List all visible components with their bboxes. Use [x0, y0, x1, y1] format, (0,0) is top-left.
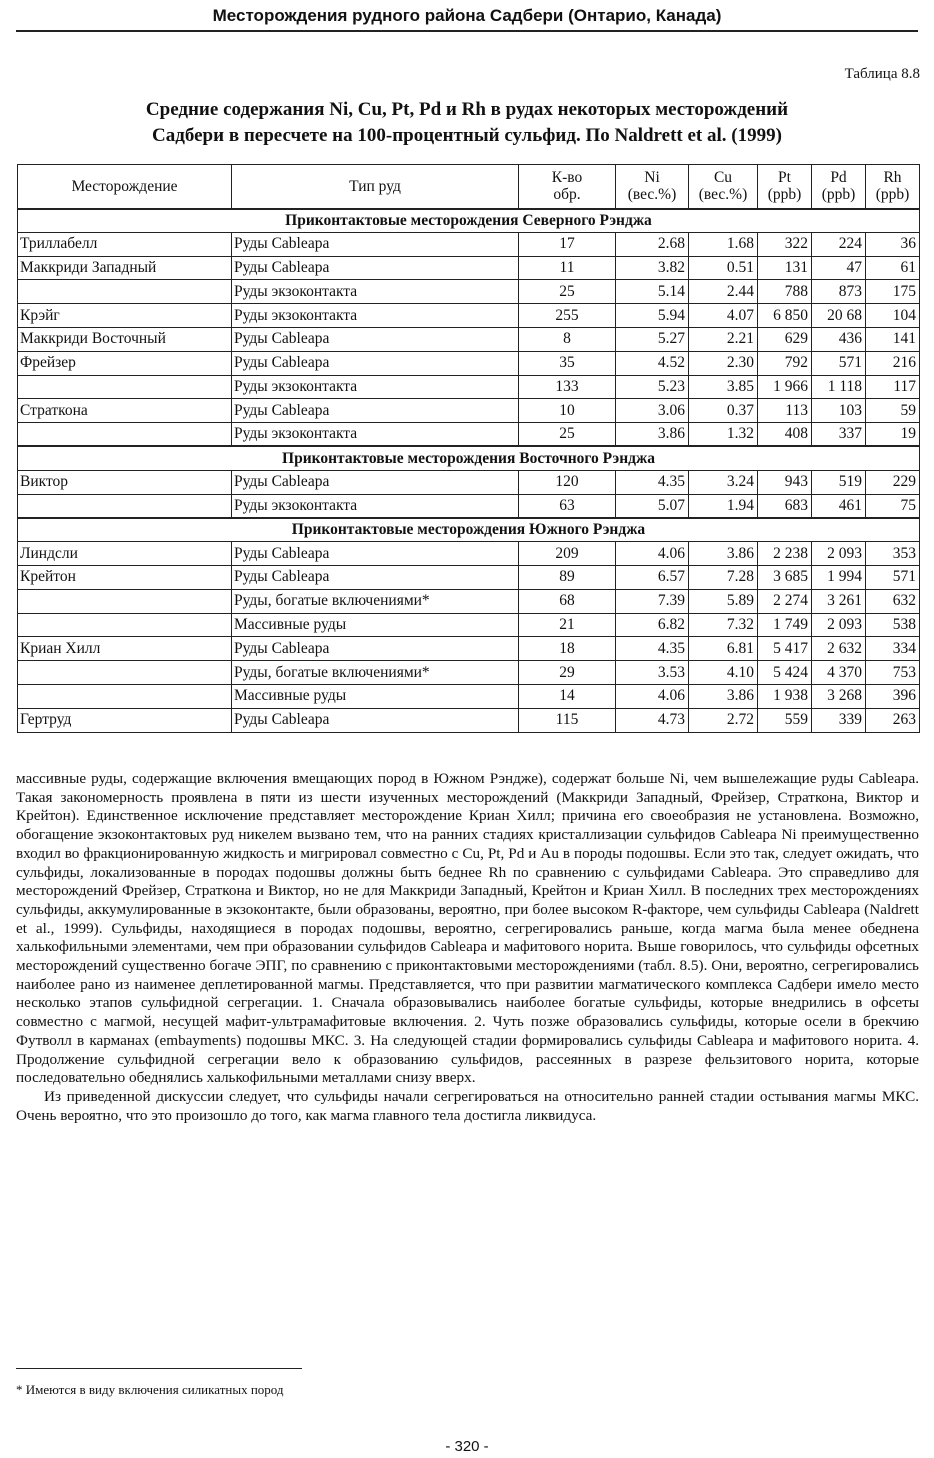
cell-count: 25: [519, 423, 616, 447]
table-row: [18, 708, 920, 732]
cell-deposit: Маккриди Западный: [18, 256, 232, 280]
cell-pd: 571: [812, 351, 866, 375]
cell-ore-type: Массивные руды: [232, 684, 519, 708]
cell-pd: 3 261: [812, 589, 866, 613]
body-paragraph: массивные руды, содержащие включения вмещающих пород в Южном Рэндже), содержат больше Ni, чем вышележащие руды Сablеара. Такая закономерность проявлена в пяти из шести изученных месторождений (Маккриди Западный, Фрейзер, Страткона, Виктор и Крейтон). Единственное исключение представляет месторождение Криан Хилл; причина его своеобразия не установлена. Возможно, обогащение экзоконтактовых руд никелем вызвано тем, что на ранних стадиях кристаллизации сульфидов Сablеара Ni преимущественно входил во фракционированную жидкость и мигрировал совместно с Cu, Pt, Pd и Au в породы подошвы. Если это так, следует ожидать, что сульфиды, локализованные в породах подошвы должны быть беднее Rh по сравнению с сульфидами Сablеара. Это справедливо для месторождений Фрейзер, Страткона и Виктор, но не для Маккриди Западный, Крейтон и Криан Хилл. В последних трех месторождениях сульфиды, аккумулированные в экзоконтакте, были образованы, вероятно, при более высоком R-факторе, чем сульфиды Сablеара (Naldrett et al., 1999). Сульфиды, находящиеся в породах подошвы, вероятно, сегрегировались раньше, когда магма была менее обеднена халькофильными элементами, чем при образовании сульфидов Сablеара и мафитового норита. Выше говорилось, что сульфиды офсетных месторождений существенно богаче ЭПГ, по сравнению с приконтактовыми месторождениями (табл. 8.5). Они, вероятно, сегрегировались наиболее рано из наименее деплетированной магмы. Представляется, что при развитии магматического комплекса Садбери имело место несколько этапов сульфидной сегрегации. 1. Сначала образовывались наиболее богатые сульфиды, которые внедрились в офсеты совместно с магмой, несущей мафит-ультрамафитовые включения. 2. Чуть позже образовались сульфиды, которые осели в брекчию Футволл в карманах (embayments) подошвы МКС. 3. На следующей стадии формировались сульфиды Сablеара и мафитового норита. 4. Продолжение сульфидной сегрегации вело к образованию сульфидов, рассеянных в разрезе фельзитового норита, которые последовательно обеднялись халькофильными металлами снизу вверх.: [16, 770, 919, 1087]
cell-pt: 1 966: [758, 375, 812, 399]
cell-cu: 5.89: [689, 589, 758, 613]
cell-deposit: Крейтон: [18, 565, 232, 589]
cell-pt: 2 238: [758, 542, 812, 566]
cell-ni: 3.82: [616, 256, 689, 280]
cell-rh: 263: [866, 708, 920, 732]
table-row: [18, 637, 920, 661]
cell-rh: 19: [866, 423, 920, 447]
table-row: [18, 565, 920, 589]
cell-ore-type: Руды Сablеара: [232, 351, 519, 375]
cell-ni: 5.14: [616, 280, 689, 304]
cell-cu: 2.30: [689, 351, 758, 375]
table-row: [18, 327, 920, 351]
cell-count: 21: [519, 613, 616, 637]
cell-cu: 1.32: [689, 423, 758, 447]
cell-pd: 1 994: [812, 565, 866, 589]
cell-deposit: Триллабелл: [18, 232, 232, 256]
cell-pt: 943: [758, 470, 812, 494]
cell-rh: 104: [866, 304, 920, 328]
section-title: Приконтактовые месторождения Восточного Рэнджа: [18, 446, 920, 470]
cell-deposit: [18, 280, 232, 304]
cell-cu: 0.51: [689, 256, 758, 280]
cell-pt: 408: [758, 423, 812, 447]
cell-ore-type: Руды Сablеара: [232, 708, 519, 732]
table-row: [18, 542, 920, 566]
cell-count: 11: [519, 256, 616, 280]
cell-ore-type: Руды экзоконтакта: [232, 375, 519, 399]
table-row: [18, 351, 920, 375]
header-pd: Pd (ppb): [812, 165, 866, 209]
cell-pd: 337: [812, 423, 866, 447]
cell-rh: 36: [866, 232, 920, 256]
cell-ni: 4.73: [616, 708, 689, 732]
cell-deposit: Фрейзер: [18, 351, 232, 375]
cell-ore-type: Руды Сablеара: [232, 327, 519, 351]
cell-ni: 7.39: [616, 589, 689, 613]
cell-rh: 396: [866, 684, 920, 708]
table-row: [18, 470, 920, 494]
cell-count: 68: [519, 589, 616, 613]
cell-pt: 5 424: [758, 661, 812, 685]
cell-count: 17: [519, 232, 616, 256]
cell-ore-type: Руды Сablеара: [232, 232, 519, 256]
cell-count: 255: [519, 304, 616, 328]
running-head: Месторождения рудного района Садбери (Онтарио, Канада): [16, 6, 918, 32]
page-number: - 320 -: [445, 1438, 489, 1455]
cell-pt: 1 749: [758, 613, 812, 637]
cell-rh: 216: [866, 351, 920, 375]
cell-pd: 339: [812, 708, 866, 732]
cell-count: 89: [519, 565, 616, 589]
cell-cu: 0.37: [689, 399, 758, 423]
cell-rh: 141: [866, 327, 920, 351]
cell-rh: 571: [866, 565, 920, 589]
cell-cu: 2.44: [689, 280, 758, 304]
cell-ore-type: Руды Сablеара: [232, 565, 519, 589]
cell-ore-type: Руды экзоконтакта: [232, 280, 519, 304]
cell-ni: 2.68: [616, 232, 689, 256]
cell-cu: 3.24: [689, 470, 758, 494]
cell-pt: 1 938: [758, 684, 812, 708]
cell-count: 133: [519, 375, 616, 399]
cell-rh: 538: [866, 613, 920, 637]
cell-deposit: [18, 684, 232, 708]
cell-deposit: [18, 589, 232, 613]
cell-deposit: Гертруд: [18, 708, 232, 732]
cell-pt: 6 850: [758, 304, 812, 328]
cell-pd: 4 370: [812, 661, 866, 685]
header-pt: Pt (ppb): [758, 165, 812, 209]
cell-pd: 103: [812, 399, 866, 423]
cell-count: 25: [519, 280, 616, 304]
cell-deposit: Виктор: [18, 470, 232, 494]
cell-pd: 2 093: [812, 613, 866, 637]
cell-pd: 47: [812, 256, 866, 280]
cell-count: 35: [519, 351, 616, 375]
cell-pt: 322: [758, 232, 812, 256]
cell-ni: 5.94: [616, 304, 689, 328]
table-section-row: [18, 209, 920, 233]
cell-count: 115: [519, 708, 616, 732]
cell-pd: 873: [812, 280, 866, 304]
table-row: [18, 423, 920, 447]
cell-pd: 461: [812, 494, 866, 518]
cell-ore-type: Руды Сablеара: [232, 542, 519, 566]
table-row: [18, 304, 920, 328]
cell-count: 29: [519, 661, 616, 685]
section-title: Приконтактовые месторождения Северного Рэнджа: [18, 209, 920, 233]
cell-cu: 2.72: [689, 708, 758, 732]
cell-deposit: [18, 661, 232, 685]
table-title-line: Садбери в пересчете на 100-процентный сульфид. По Naldrett et al. (1999): [152, 125, 782, 146]
header-rh: Rh (ppb): [866, 165, 920, 209]
cell-ore-type: Массивные руды: [232, 613, 519, 637]
cell-ni: 3.06: [616, 399, 689, 423]
header-ni: Ni (вес.%): [616, 165, 689, 209]
cell-ni: 4.06: [616, 684, 689, 708]
cell-cu: 2.21: [689, 327, 758, 351]
footnote-rule: [16, 1368, 302, 1369]
cell-pt: 788: [758, 280, 812, 304]
section-title: Приконтактовые месторождения Южного Рэнджа: [18, 518, 920, 542]
header-count: К-во обр.: [519, 165, 616, 209]
table-section-row: [18, 518, 920, 542]
footnote: * Имеются в виду включения силикатных пород: [16, 1382, 284, 1397]
table-row: [18, 589, 920, 613]
cell-pt: 792: [758, 351, 812, 375]
cell-cu: 1.94: [689, 494, 758, 518]
table-row: [18, 232, 920, 256]
cell-cu: 3.86: [689, 684, 758, 708]
cell-rh: 175: [866, 280, 920, 304]
cell-count: 209: [519, 542, 616, 566]
header-deposit: Месторождение: [18, 165, 232, 209]
cell-pd: 519: [812, 470, 866, 494]
table-row: [18, 661, 920, 685]
cell-count: 63: [519, 494, 616, 518]
cell-rh: 61: [866, 256, 920, 280]
cell-ni: 4.35: [616, 637, 689, 661]
header-cu: Cu (вес.%): [689, 165, 758, 209]
table-row: [18, 684, 920, 708]
cell-ni: 6.57: [616, 565, 689, 589]
cell-pd: 20 68: [812, 304, 866, 328]
cell-rh: 753: [866, 661, 920, 685]
cell-ni: 5.23: [616, 375, 689, 399]
cell-ni: 5.27: [616, 327, 689, 351]
cell-deposit: [18, 375, 232, 399]
cell-ore-type: Руды, богатые включениями*: [232, 589, 519, 613]
cell-rh: 353: [866, 542, 920, 566]
cell-pt: 2 274: [758, 589, 812, 613]
data-table: [17, 164, 920, 733]
cell-deposit: Маккриди Восточный: [18, 327, 232, 351]
cell-ore-type: Руды Сablеара: [232, 256, 519, 280]
table-section-row: [18, 446, 920, 470]
cell-pd: 224: [812, 232, 866, 256]
cell-ore-type: Руды экзоконтакта: [232, 304, 519, 328]
cell-ore-type: Руды экзоконтакта: [232, 423, 519, 447]
cell-pd: 2 632: [812, 637, 866, 661]
table-row: [18, 256, 920, 280]
cell-pd: 3 268: [812, 684, 866, 708]
cell-rh: 117: [866, 375, 920, 399]
table-row: [18, 375, 920, 399]
body-paragraph: Из приведенной дискуссии следует, что сульфиды начали сегрегироваться на относительно ранней стадии остывания магмы МКС. Очень вероятно, что это произошло до того, как магма главного тела достигла ликвидуса.: [16, 1087, 919, 1124]
cell-rh: 229: [866, 470, 920, 494]
cell-ni: 6.82: [616, 613, 689, 637]
cell-ni: 4.35: [616, 470, 689, 494]
cell-cu: 1.68: [689, 232, 758, 256]
cell-count: 120: [519, 470, 616, 494]
cell-pt: 113: [758, 399, 812, 423]
cell-deposit: [18, 423, 232, 447]
table-title: [16, 97, 918, 149]
cell-count: 10: [519, 399, 616, 423]
cell-deposit: Криан Хилл: [18, 637, 232, 661]
cell-pt: 5 417: [758, 637, 812, 661]
body-text: [16, 770, 919, 1125]
cell-rh: 334: [866, 637, 920, 661]
cell-cu: 3.85: [689, 375, 758, 399]
cell-count: 14: [519, 684, 616, 708]
cell-count: 8: [519, 327, 616, 351]
header-ore-type: Тип руд: [232, 165, 519, 209]
cell-pt: 629: [758, 327, 812, 351]
cell-pt: 559: [758, 708, 812, 732]
table-title-line: Средние содержания Ni, Cu, Pt, Pd и Rh в рудах некоторых месторождений: [145, 99, 789, 120]
cell-ore-type: Руды Сablеара: [232, 399, 519, 423]
cell-ore-type: Руды, богатые включениями*: [232, 661, 519, 685]
cell-ni: 3.53: [616, 661, 689, 685]
cell-ore-type: Руды экзоконтакта: [232, 494, 519, 518]
cell-pt: 131: [758, 256, 812, 280]
table-row: [18, 280, 920, 304]
cell-count: 18: [519, 637, 616, 661]
cell-rh: 59: [866, 399, 920, 423]
cell-pd: 2 093: [812, 542, 866, 566]
cell-rh: 75: [866, 494, 920, 518]
cell-deposit: Страткона: [18, 399, 232, 423]
table-row: [18, 494, 920, 518]
cell-pt: 683: [758, 494, 812, 518]
cell-cu: 7.32: [689, 613, 758, 637]
table-label: Таблица 8.8: [844, 66, 920, 82]
cell-ore-type: Руды Сablеара: [232, 637, 519, 661]
cell-ni: 4.52: [616, 351, 689, 375]
cell-cu: 7.28: [689, 565, 758, 589]
cell-ni: 3.86: [616, 423, 689, 447]
cell-ni: 4.06: [616, 542, 689, 566]
cell-pd: 1 118: [812, 375, 866, 399]
cell-deposit: Линдсли: [18, 542, 232, 566]
cell-cu: 4.07: [689, 304, 758, 328]
cell-deposit: Крэйг: [18, 304, 232, 328]
cell-rh: 632: [866, 589, 920, 613]
table-row: [18, 613, 920, 637]
cell-deposit: [18, 494, 232, 518]
cell-cu: 3.86: [689, 542, 758, 566]
cell-pd: 436: [812, 327, 866, 351]
cell-cu: 4.10: [689, 661, 758, 685]
cell-deposit: [18, 613, 232, 637]
cell-cu: 6.81: [689, 637, 758, 661]
table-header-row: [18, 165, 920, 209]
table-row: [18, 399, 920, 423]
cell-ni: 5.07: [616, 494, 689, 518]
cell-ore-type: Руды Сablеара: [232, 470, 519, 494]
cell-pt: 3 685: [758, 565, 812, 589]
